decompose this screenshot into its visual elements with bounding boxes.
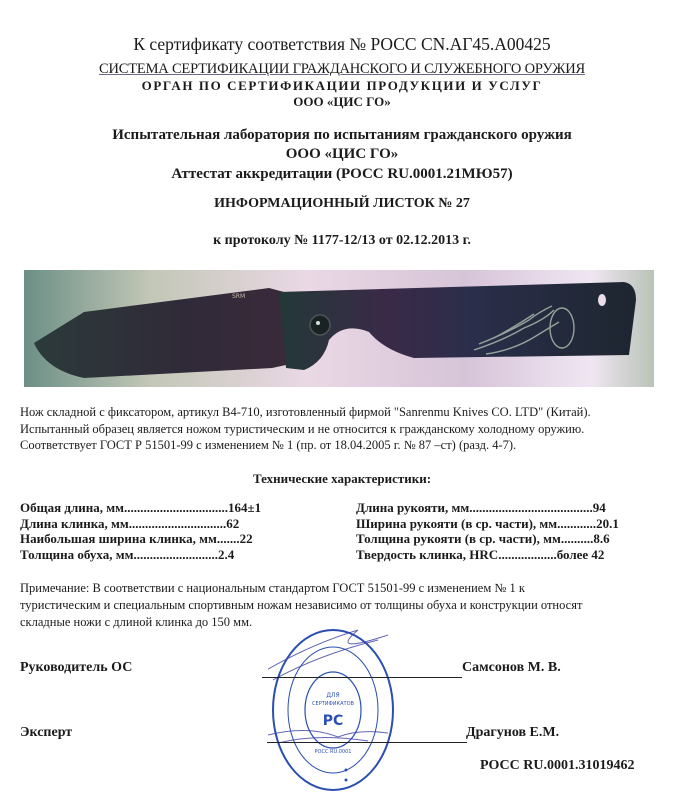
protocol-reference: к протоколу № 1177-12/13 от 02.12.2013 г. xyxy=(213,233,471,248)
head-title: Руководитель ОС xyxy=(20,660,133,675)
seal-icon xyxy=(268,625,398,795)
lab-org: ООО «ЦИС ГО» xyxy=(285,146,399,162)
description-line: Испытанный образец является ножом туристическим и не относится к гражданскому холодному оружию. xyxy=(20,421,585,436)
folding-knife-icon xyxy=(24,270,654,387)
lab-accreditation: Аттестат аккредитации (РОСС RU.0001.21МЮ57) xyxy=(171,166,513,182)
svg-text:РС: РС xyxy=(322,713,344,729)
certification-org: ООО «ЦИС ГО» xyxy=(293,94,391,109)
head-signature-line xyxy=(262,677,462,678)
spec-row: Ширина рукояти (в ср. части), мм............20.1 xyxy=(356,515,619,531)
specs-right-column xyxy=(356,500,619,562)
spec-row: Толщина обуха, мм..........................2.4 xyxy=(20,546,235,562)
lab-name: Испытательная лаборатория по испытаниям гражданского оружия xyxy=(112,127,572,143)
spec-row: Твердость клинка, HRC..................более 42 xyxy=(356,546,605,562)
head-name: Самсонов М. В. xyxy=(462,660,561,675)
svg-text:СЕРТИФИКАТОВ: СЕРТИФИКАТОВ xyxy=(312,701,354,707)
note-line: складные ножи с длиной клинка до 150 мм. xyxy=(20,615,253,629)
description-line: Нож складной с фиксатором, артикул В4-710, изготовленный фирмой "Sanrenmu Knives CO. LTD" (Китай). xyxy=(20,405,591,419)
certification-system: СИСТЕМА СЕРТИФИКАЦИИ ГРАЖДАНСКОГО И СЛУЖЕБНОГО ОРУЖИЯ xyxy=(99,61,585,77)
official-stamp xyxy=(268,625,398,795)
spec-row: Наибольшая ширина клинка, мм.......22 xyxy=(20,531,253,546)
expert-name: Драгунов Е.М. xyxy=(466,725,560,740)
expert-signature-line xyxy=(267,742,467,743)
specs-left-column xyxy=(20,500,261,562)
spec-row: Общая длина, мм................................164±1 xyxy=(20,500,262,515)
registration-number: РОСС RU.0001.31019462 xyxy=(480,758,635,773)
spec-row: Толщина рукояти (в ср. части), мм..........8.6 xyxy=(356,531,610,546)
sheet-title: ИНФОРМАЦИОННЫЙ ЛИСТОК № 27 xyxy=(214,196,470,211)
svg-text:ДЛЯ: ДЛЯ xyxy=(326,692,340,699)
spec-row: Длина рукояти, мм......................................94 xyxy=(356,500,606,515)
product-description xyxy=(20,404,670,454)
certification-body: ОРГАН ПО СЕРТИФИКАЦИИ ПРОДУКЦИИ И УСЛУГ xyxy=(141,78,543,93)
svg-text:РОСС RU.0001: РОСС RU.0001 xyxy=(314,749,352,755)
description-line: Соответствует ГОСТ Р 51501-99 с изменением № 1 (пр. от 18.04.2005 г. № 87 –ст) (разд. 4-7). xyxy=(20,438,517,452)
note xyxy=(20,580,670,631)
specs-title: Технические характеристики: xyxy=(252,471,432,486)
certificate-reference: К сертификату соответствия № РОСС CN.АГ45.А00425 xyxy=(133,34,551,54)
note-line: Примечание: В соответствии с национальным стандартом ГОСТ 51501-99 с изменением № 1 к xyxy=(20,581,525,595)
knife-photo xyxy=(24,270,654,387)
expert-title: Эксперт xyxy=(20,725,73,740)
note-line: туристическим и специальным спортивным ножам независимо от толщины обуха и конструкции относят xyxy=(20,598,583,612)
svg-text:SRM: SRM xyxy=(232,293,246,300)
spec-row: Длина клинка, мм..............................62 xyxy=(20,515,240,531)
